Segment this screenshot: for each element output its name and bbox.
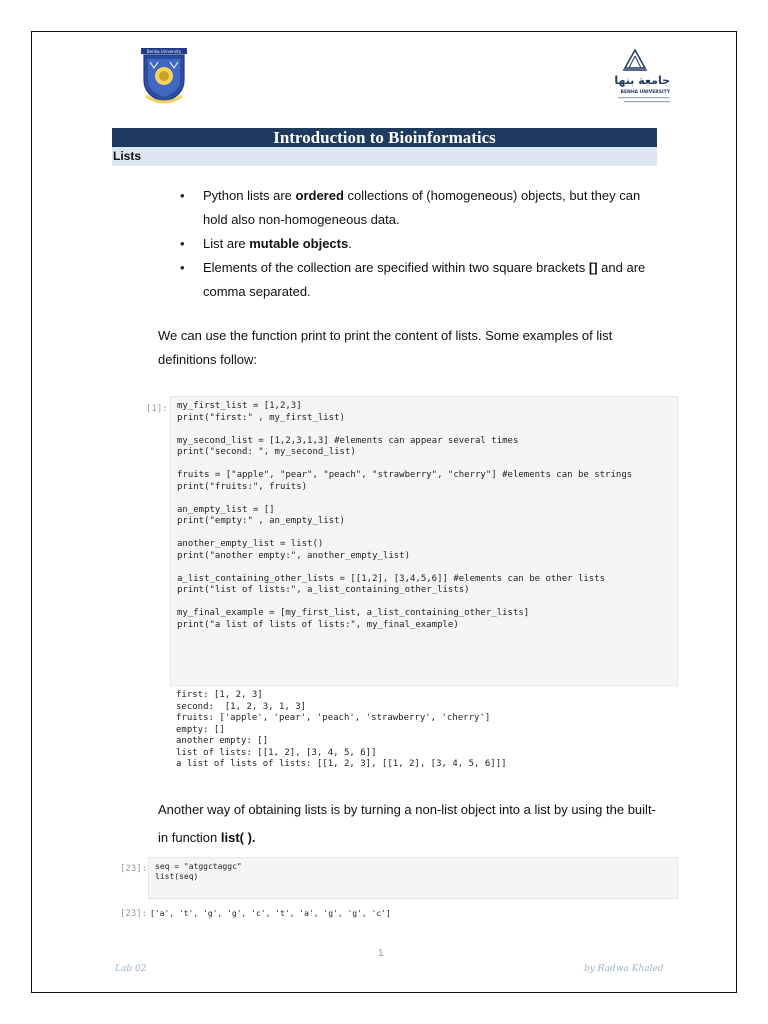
bullet-list — [176, 184, 656, 304]
logo-arabic-text: جامعة بنها — [614, 74, 670, 87]
code-cell-2[interactable] — [148, 857, 678, 899]
code-cell-1-source: my_first_list = [1,2,3] print("first:" , my_first_list) my_second_list = [1,2,3,1,3] #elements can appear several times print("second: ", my_second_list) fruits = ["apple", "pear", "peach", "strawberry", "cherry"] #elements can be strings print("fruits:", fruits) an_empty_list = [] print("empty:" , an_empty_list) another_empty_list = list() print("another empty:", another_empty_list) a_list_containing_other_lists = [[1,2], [3,4,5,6]] #elements can be other lists print("list of lists:", a_list_containing_other_lists) my_final_example = [my_first_list, a_list_containing_other_lists] print("a list of lists of lists:", my_final_example) — [177, 401, 633, 630]
bullet-item: • List are mutable objects. — [176, 232, 656, 256]
logo-english-text: BENHA UNIVERSITY — [620, 90, 670, 95]
intro-paragraph: We can use the function print to print the content of lists. Some examples of list definitions follow: — [158, 328, 613, 367]
page-number: 1 — [378, 948, 384, 959]
footer-author: by Radwa Khaled — [584, 964, 664, 974]
cell-2-output-prompt: [23]: — [120, 909, 148, 919]
cell-1-output: first: [1, 2, 3] second: [1, 2, 3, 1, 3] fruits: ['apple', 'pear', 'peach', 'strawberry', 'cherry'] empty: [] another empty: [] list of lists: [[1, 2], [3, 4, 5, 6]] a list of lists of lists: [[1, 2, 3], [[1, 2], [3, 4, 5, 6]]] — [176, 690, 507, 769]
university-crest-logo — [138, 46, 190, 108]
crest-banner-text: Benha University — [146, 49, 182, 54]
document-title: Introduction to Bioinformatics — [112, 128, 657, 147]
cell-2-input-prompt: [23]: — [120, 864, 148, 874]
benha-university-logo — [598, 48, 672, 112]
code-cell-1[interactable] — [170, 396, 678, 686]
footer-lab-label: Lab 02 — [115, 964, 147, 974]
section-heading: Lists — [112, 147, 657, 166]
code-cell-2-source: seq = "atggctaggc" list(seq) — [155, 862, 242, 881]
bullet-item: • Elements of the collection are specified within two square brackets [] and are comma separated. — [176, 256, 656, 304]
cell-2-output: ['a', 't', 'g', 'g', 'c', 't', 'a', 'g', 'g', 'c'] — [150, 909, 391, 918]
paragraph-list-function: Another way of obtaining lists is by turning a non-list object into a list by using the built-in function list( ). — [158, 802, 656, 845]
bullet-item: • Python lists are ordered collections of (homogeneous) objects, but they can hold also non-homogeneous data. — [176, 184, 656, 232]
cell-input-prompt: [1]: — [146, 404, 168, 414]
